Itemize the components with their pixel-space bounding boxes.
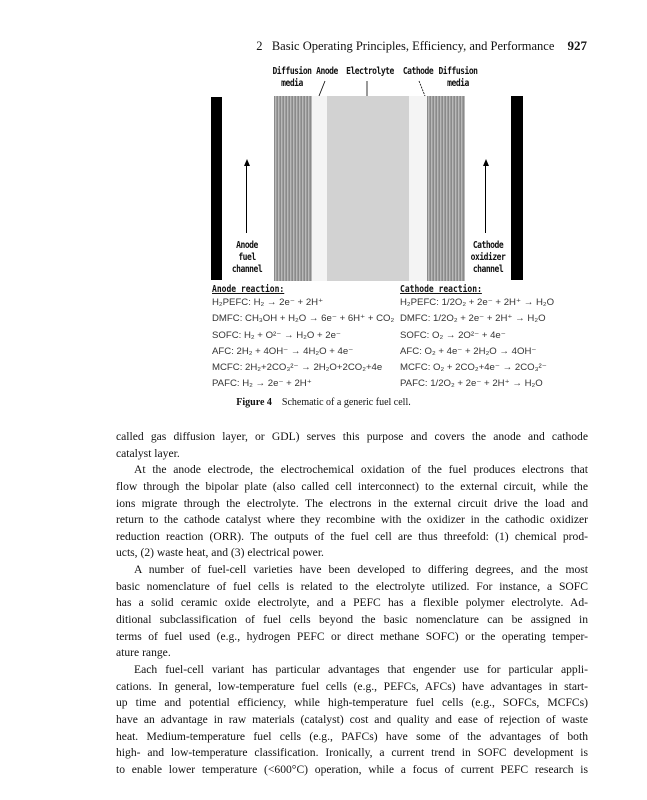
text-line: return to the cathode catalyst where they recombine with the oxidizer in the cathodic oxidizer: [116, 513, 588, 527]
caption-label: Figure 4: [236, 397, 272, 408]
cathode-layer: [409, 96, 427, 281]
anode-reaction-list: [212, 284, 394, 393]
text-line: cations. In general, low-temperature fuel cells (e.g., PEFCs, AFCs) have advantages in start-: [116, 679, 588, 693]
oxidizer-flow-arrow-icon: [483, 159, 489, 166]
figure-caption: [0, 397, 647, 408]
text-line: catalyst layer.: [116, 446, 180, 460]
text-line: At the anode electrode, the electrochemical oxidation of the fuel produces electrons that: [134, 463, 588, 477]
running-head: [256, 38, 587, 54]
fuel-flow-arrow-shaft: [246, 165, 247, 233]
reaction-item: SOFC: H₂ + O²⁻ → H₂O + 2e⁻: [212, 329, 341, 341]
text-line: ditional subclassification of fuel cells beyond the basic nomenclature can be assigned in: [116, 613, 588, 627]
text-line: ions migrate through the electrolyte. The electrons in the external circuit drive the load and: [116, 496, 588, 510]
anode-reaction-heading: Anode reaction:: [212, 284, 285, 295]
text-line: heat. Medium-temperature fuel cells (e.g., PAFCs) have some of the advantages of both: [116, 729, 588, 743]
cathode-reaction-list: [400, 284, 554, 393]
text-line: ucts, (2) waste heat, and (3) electrical power.: [116, 546, 324, 560]
label-anode: Anode: [316, 66, 338, 77]
electrolyte-layer: [327, 96, 409, 281]
diffusion-media-right: [427, 96, 465, 281]
reaction-item: H₂PEFC: 1/2O₂ + 2e⁻ + 2H⁺ → H₂O: [400, 297, 555, 308]
chapter-number: 2: [256, 39, 263, 53]
cathode-bipolar-plate: [511, 96, 523, 280]
diffusion-media-left: [274, 96, 312, 281]
text-line: high- and low-temperature classification. Ironically, a current trend in SOFC development is: [116, 746, 588, 760]
reaction-item: MCFC: O₂ + 2CO₂+4e⁻ → 2CO₃²⁻: [400, 362, 547, 374]
reaction-item: PAFC: 1/2O₂ + 2e⁻ + 2H⁺ → H₂O: [400, 378, 543, 390]
text-line: called gas diffusion layer, or GDL) serves this purpose and covers the anode and cathode: [116, 430, 588, 443]
reaction-item: H₂PEFC: H₂ → 2e⁻ + 2H⁺: [212, 297, 324, 308]
text-line: reduction reaction (ORR). The outputs of the fuel cell are thus threefold: (1) chemical prod-: [116, 529, 588, 543]
caption-text: Schematic of a generic fuel cell.: [281, 397, 411, 408]
text-line: up time and potential efficiency, while high-temperature fuel cells (e.g., SOFCs, MCFCs): [116, 696, 588, 710]
text-line: have an advantage in raw materials (catalyst) cost and quality and ease of rejection of waste: [116, 712, 588, 726]
text-line: basic nomenclature of fuel cells is related to the electrolyte utilized. For instance, a SOFC: [116, 579, 588, 593]
text-line: ature range.: [116, 646, 171, 660]
text-line: terms of fuel used (e.g., hydrogen PEFC or direct methane SOFC) or the operating temper-: [116, 629, 588, 643]
reaction-item: SOFC: O₂ → 2O²⁻ + 4e⁻: [400, 329, 506, 341]
reaction-item: AFC: O₂ + 4e⁻ + 2H₂O → 4OH⁻: [400, 345, 537, 357]
reaction-item: MCFC: 2H₂+2CO₃²⁻ → 2H₂O+2CO₂+4e: [212, 362, 383, 374]
reaction-item: DMFC: CH₃OH + H₂O → 6e⁻ + 6H⁺ + CO₂: [212, 313, 395, 325]
fuel-flow-arrow-icon: [244, 159, 250, 166]
label-diffusion-media-right: Diffusion media: [438, 66, 478, 89]
label-electrolyte: Electrolyte: [346, 66, 394, 77]
reaction-item: AFC: 2H₂ + 4OH⁻ → 4H₂O + 4e⁻: [212, 345, 354, 357]
body-text: [116, 429, 588, 778]
label-anode-fuel-channel: Anode fuel channel: [231, 240, 263, 275]
text-line: has a solid ceramic oxide electrolyte, and a PEFC has a flexible polymer electrolyte. Ad-: [116, 596, 588, 610]
label-cathode: Cathode: [402, 66, 434, 77]
text-line: Each fuel-cell variant has particular advantages that engender use for particular appli-: [134, 662, 588, 676]
label-diffusion-media-left: Diffusion media: [272, 66, 312, 89]
reaction-item: PAFC: H₂ → 2e⁻ + 2H⁺: [212, 378, 312, 390]
chapter-title: Basic Operating Principles, Efficiency, and Performance: [271, 39, 555, 53]
text-line: to enable lower temperature (<600°C) operation, while a focus of current PEFC research is: [116, 762, 588, 776]
anode-layer: [312, 96, 327, 281]
anode-bipolar-plate: [211, 97, 222, 280]
text-line: A number of fuel-cell varieties have been developed to differing degrees, and the most: [134, 563, 588, 577]
page-number: 927: [567, 38, 587, 53]
label-cathode-oxidizer-channel: Cathode oxidizer channel: [470, 240, 506, 275]
oxidizer-flow-arrow-shaft: [485, 165, 486, 233]
text-line: flow through the bipolar plate (also called cell interconnect) to the external circuit, while the: [116, 479, 588, 493]
reaction-item: DMFC: 1/2O₂ + 2e⁻ + 2H⁺ → H₂O: [400, 313, 546, 325]
cathode-reaction-heading: Cathode reaction:: [400, 284, 482, 295]
